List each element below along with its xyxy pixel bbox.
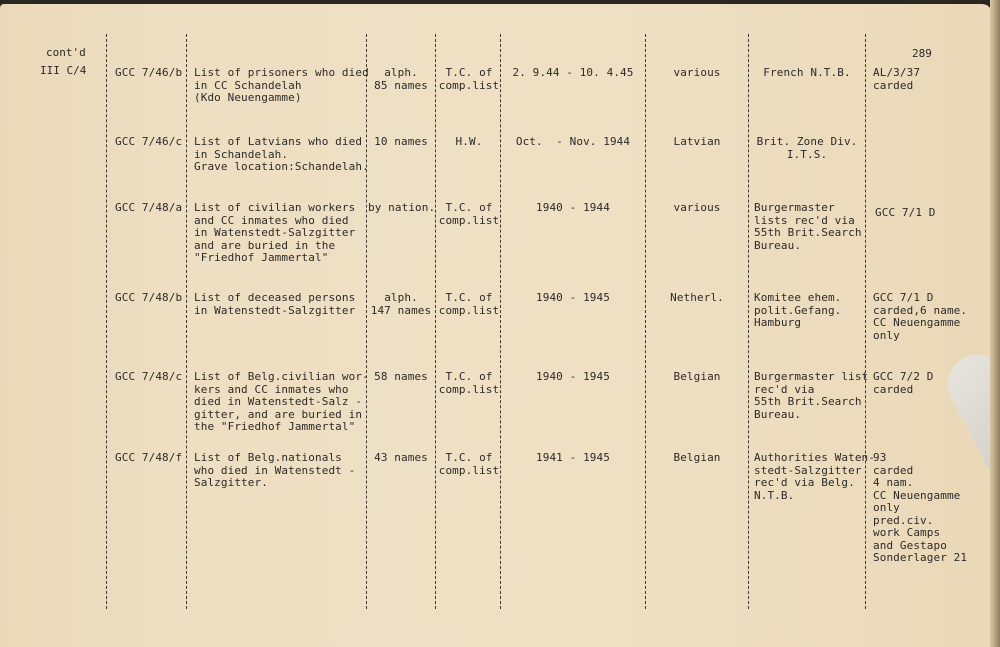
record-arrangement: 43 names — [374, 451, 428, 464]
record-type: T.C. of comp.list — [438, 201, 500, 227]
continued-label: cont'd — [46, 46, 86, 59]
record-source: French N.T.B. — [763, 66, 851, 79]
record-type: T.C. of comp.list — [438, 370, 500, 396]
record-description: List of deceased persons in Watenstedt-Salzgitter — [194, 291, 356, 317]
record-ref: GCC 7/46/b — [115, 66, 183, 79]
record-remarks: GCC 7/1 D — [875, 206, 936, 219]
column-divider — [186, 34, 187, 609]
record-ref: GCC 7/48/b — [115, 291, 183, 304]
record-arrangement: alph. 85 names — [374, 66, 428, 92]
record-ref: GCC 7/48/c — [115, 370, 183, 383]
column-divider — [366, 34, 367, 609]
record-ref: GCC 7/48/f — [115, 451, 183, 464]
column-divider — [106, 34, 107, 609]
column-divider — [500, 34, 501, 609]
column-divider — [645, 34, 646, 609]
record-nationality: various — [673, 66, 721, 79]
record-description: List of prisoners who died in CC Schandelah (Kdo Neuengamme) — [194, 66, 369, 104]
record-type: T.C. of comp.list — [438, 451, 500, 477]
record-period: 2. 9.44 - 10. 4.45 — [512, 66, 634, 79]
record-remarks: GCC 7/1 D carded,6 name. CC Neuengamme only — [873, 291, 968, 342]
record-period: 1940 - 1945 — [536, 370, 610, 383]
page-number: 289 — [912, 47, 932, 60]
record-arrangement: by nation. — [368, 201, 436, 214]
record-arrangement: 10 names — [374, 135, 428, 148]
record-description: List of Latvians who died in Schandelah. Grave location:Schandelah. — [194, 135, 369, 173]
section-code: III C/4 — [40, 64, 87, 77]
record-description: List of Belg.nationals who died in Watenstedt - Salzgitter. — [194, 451, 356, 489]
record-remarks: AL/3/37 carded — [873, 66, 921, 92]
record-nationality: Belgian — [673, 451, 721, 464]
record-source: Authorities Waten- stedt-Salzgitter rec'd via Belg. N.T.B. — [754, 451, 876, 502]
column-divider — [865, 34, 866, 609]
record-ref: GCC 7/46/c — [115, 135, 183, 148]
record-source: Komitee ehem. polit.Gefang. Hamburg — [754, 291, 842, 329]
record-nationality: Netherl. — [670, 291, 724, 304]
record-description: List of Belg.civilian wor- kers and CC inmates who died in Watenstedt-Salz - gitter, and are buried in the "Friedhof Jammertal" — [194, 370, 369, 433]
record-nationality: Belgian — [673, 370, 721, 383]
column-divider — [748, 34, 749, 609]
record-nationality: Latvian — [673, 135, 721, 148]
record-ref: GCC 7/48/a — [115, 201, 183, 214]
record-type: T.C. of comp.list — [438, 66, 500, 92]
record-source: Brit. Zone Div. I.T.S. — [756, 135, 858, 161]
record-type: T.C. of comp.list — [438, 291, 500, 317]
record-period: Oct. - Nov. 1944 — [515, 135, 631, 148]
record-source: Burgermaster lists rec'd via 55th Brit.Search Bureau. — [754, 201, 862, 252]
record-type: H.W. — [455, 135, 483, 148]
record-nationality: various — [673, 201, 721, 214]
record-period: 1940 - 1945 — [536, 291, 610, 304]
index-card-page — [0, 4, 992, 647]
record-remarks: GCC 7/2 D carded — [873, 370, 934, 396]
record-description: List of civilian workers and CC inmates who died in Watenstedt-Salzgitter and are buried in the "Friedhof Jammertal" — [194, 201, 356, 264]
record-arrangement: alph. 147 names — [370, 291, 432, 317]
column-divider — [435, 34, 436, 609]
record-remarks: 93 carded 4 nam. CC Neuengamme only pred.civ. work Camps and Gestapo Sonderlager 21 — [873, 451, 968, 564]
page-edge-shadow — [990, 0, 1000, 647]
record-period: 1940 - 1944 — [536, 201, 610, 214]
record-source: Burgermaster list rec'd via 55th Brit.Search Bureau. — [754, 370, 869, 421]
record-arrangement: 58 names — [374, 370, 428, 383]
record-period: 1941 - 1945 — [536, 451, 610, 464]
